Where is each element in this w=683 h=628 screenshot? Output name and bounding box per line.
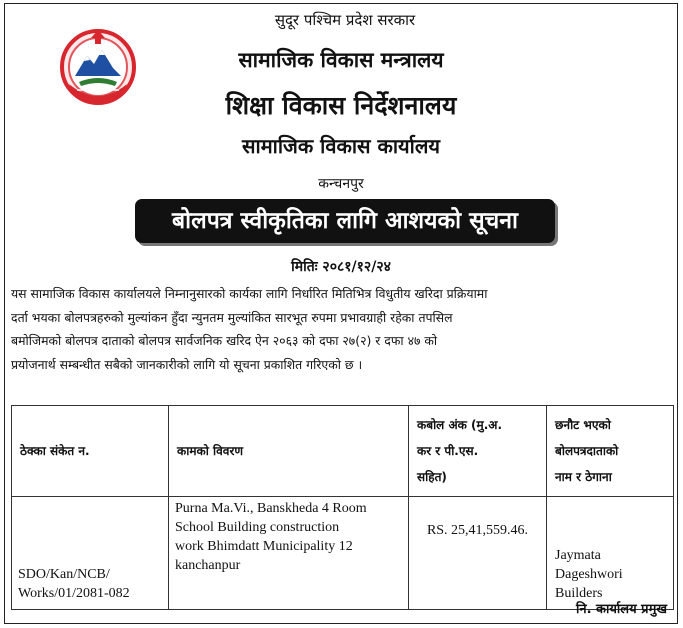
directorate-name: शिक्षा विकास निर्देशनालय (225, 91, 457, 120)
ministry-name: सामाजिक विकास मन्त्रालय (238, 48, 444, 72)
body-line: दर्ता भयका बोलपत्रहरुको मुल्यांकन हुँदा न्युनतम मुल्यांकित सारभूत रुपमा प्रभावग्राही रहेका तपसिल (11, 309, 453, 325)
body-line: यस सामाजिक विकास कार्यालयले निम्नानुसारको कार्यका लागि निर्धारित मितिभित्र विधुतीय खरिदा प्रक्रियामा (11, 286, 488, 301)
office-chief-signature: नि. कार्यालय प्रमुख (576, 602, 667, 617)
header-work-description: कामको विवरण (169, 406, 409, 497)
body-line: प्रयोजनार्थ सम्बन्धीत सबैको जानकारीको लागि यो सूचना प्रकाशित गरिएको छ । (11, 356, 363, 372)
notice-date: मितिः २०८१/१२/२४ (291, 259, 391, 275)
body-line: बमोजिमको बोलपत्र दाताको बोलपत्र सार्वजनिक खरिद ऐन २०६३ को दफा २७(२) र दफा ४७ को (11, 333, 438, 348)
header-contract-code: ठेक्का संकेत न. (12, 406, 169, 497)
cell-bid-amount: RS. 25,41,559.46. (409, 497, 547, 610)
notice-page (4, 3, 678, 624)
bid-table (11, 405, 674, 610)
government-name: सुदूर पश्चिम प्रदेश सरकार (274, 11, 416, 29)
table-header-row (12, 406, 674, 497)
table-row (12, 497, 674, 610)
cell-selected-bidder: Jaymata Dageshwori Builders (547, 497, 674, 610)
notice-title-banner: बोलपत्र स्वीकृतिका लागि आशयको सूचना (135, 199, 555, 243)
office-location: कन्चनपुर (318, 176, 364, 192)
notice-body (11, 282, 673, 376)
office-name: सामाजिक विकास कार्यालय (242, 134, 440, 158)
header-selected-bidder: छनौट भएको बोलपत्रदाताको नाम र ठेगाना (547, 406, 674, 497)
header-bid-amount: कबोल अंक (मु.अ. कर र पी.एस. सहित) (409, 406, 547, 497)
cell-contract-code: SDO/Kan/NCB/ Works/01/2081-082 (12, 497, 169, 610)
cell-work-description: Purna Ma.Vi., Banskheda 4 Room School Building construction work Bhimdatt Municipality 12 kanchanpur (169, 497, 409, 610)
